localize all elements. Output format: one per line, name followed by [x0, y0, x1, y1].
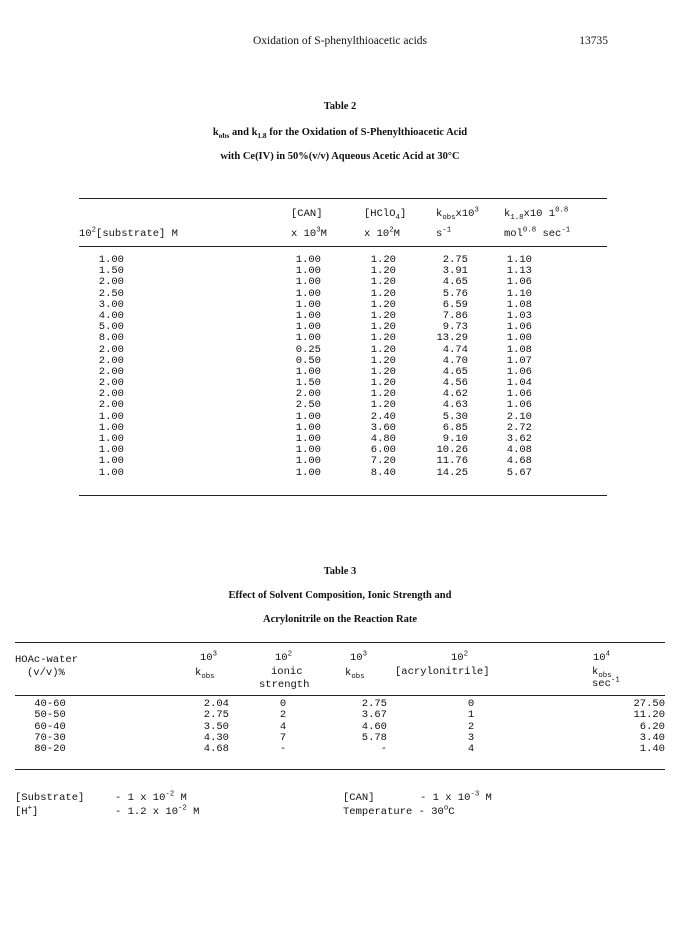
t2-cell-kobs: 2.75 [442, 254, 468, 266]
table2-caption-line2: with Ce(IV) in 50%(v/v) Aqueous Acetic Acid at 30°C [220, 151, 460, 162]
t2-header-kobs-bottom [436, 228, 451, 240]
table2 [79, 198, 607, 498]
caption-line1-rest: for the Oxidation of S-Phenylthioacetic Acid [266, 127, 468, 138]
t3-header-ionic-pow [275, 652, 292, 664]
t3-header-kobs1-pow [200, 652, 217, 664]
t2-header-can-bottom [291, 228, 327, 240]
t2-cell-substrate: 1.00 [98, 410, 124, 423]
footnote-can-unit: M [479, 792, 492, 804]
t3-cell-solvent: 80-20 [34, 743, 66, 756]
t2-cell-k18: 1.08 [506, 298, 532, 311]
t3-cell-kobs_acn: 11.20 [633, 709, 665, 722]
footnote-h-label-rest: ] [32, 806, 39, 818]
t2-cell-substrate: 2.00 [98, 276, 124, 289]
t2-cell-kobs: 4.70 [442, 354, 468, 367]
t2-cell-can: 1.00 [295, 410, 321, 423]
t3-cell-ionic_strength: - [279, 743, 287, 756]
t2-cell-can: 1.00 [295, 455, 321, 468]
t3-col-kobs-acn [605, 699, 665, 755]
t2-kobs-top-sub: obs [442, 214, 456, 223]
t3-cell-acrylonitrile: 0 [467, 698, 475, 710]
t3-header-kobs3-unit [592, 678, 620, 690]
t3-cell-acrylonitrile: 1 [467, 709, 475, 722]
t2-col-k18 [489, 255, 532, 479]
t2-kobs-bottom-text: s [436, 228, 443, 240]
t2-cell-can: 1.00 [295, 254, 321, 266]
t2-cell-hclo4: 2.40 [370, 410, 396, 423]
t2-cell-substrate: 2.00 [98, 399, 124, 412]
t2-cell-can: 1.00 [295, 298, 321, 311]
t2-cell-substrate: 2.00 [98, 377, 124, 390]
t3-kobs3-sub: obs [598, 672, 612, 681]
t2-cell-substrate: 2.00 [98, 365, 124, 378]
t2-cell-hclo4: 1.20 [370, 377, 396, 390]
footnote-temp-unit: C [448, 806, 455, 818]
t2-cell-k18: 1.06 [506, 388, 532, 401]
t2-cell-can: 0.50 [295, 354, 321, 367]
t2-cell-can: 1.00 [295, 421, 321, 434]
t3-header-kobs3 [592, 666, 612, 681]
footnote-h-unit: M [186, 806, 200, 818]
t2-kobs-top-rest: x10 [455, 208, 475, 220]
t2-substrate-sup: 2 [91, 226, 97, 235]
t2-cell-k18: 1.06 [506, 276, 532, 289]
t2-cell-hclo4: 1.20 [370, 399, 396, 412]
footnote-h-value-sup: -2 [178, 804, 187, 813]
t3-header-kobs2-pow [350, 652, 367, 664]
t2-cell-hclo4: 1.20 [370, 254, 396, 266]
t2-cell-k18: 1.06 [506, 365, 532, 378]
t2-cell-kobs: 5.30 [442, 410, 468, 423]
t2-cell-kobs: 6.85 [442, 421, 468, 434]
t3-header-hoac-line1: HOAc-water [15, 654, 79, 666]
t2-k18-bottom-rest: sec [536, 228, 562, 240]
table3-footnotes [15, 788, 665, 828]
t3-cell-solvent: 60-40 [34, 720, 66, 733]
t2-k18-bottom-sup2: -1 [561, 226, 571, 235]
t2-cell-kobs: 9.10 [442, 433, 468, 445]
t2-cell-k18: 1.08 [506, 343, 532, 356]
table2-top-rule [79, 198, 607, 199]
t3-header-kobs2 [345, 667, 365, 682]
t2-cell-can: 1.00 [295, 265, 321, 278]
t3-kobs1-text: k [195, 667, 202, 679]
t2-cell-can: 1.00 [295, 365, 321, 378]
table2-header-rule [79, 246, 607, 247]
t3-col-solvent [25, 699, 75, 755]
footnote-substrate-value-text: - 1 x 10 [115, 792, 166, 804]
t2-cell-substrate: 1.00 [98, 433, 124, 445]
footnote-temp-degree: o [443, 804, 449, 813]
t3-ionic-pow-text: 10 [275, 652, 288, 664]
t3-cell-kobs_solvent: 4.68 [203, 743, 229, 756]
t2-cell-substrate: 1.00 [98, 444, 124, 457]
t3-kobs1-pow-sup: 3 [212, 650, 218, 659]
t3-cell-acrylonitrile: 2 [467, 720, 475, 733]
t2-cell-can: 2.00 [295, 388, 321, 401]
table3-header-rule [15, 695, 665, 696]
t3-cell-kobs_ionic: - [380, 743, 387, 756]
footnote-substrate-label: [Substrate] [15, 792, 85, 804]
t2-cell-k18: 1.07 [506, 354, 532, 367]
t2-cell-substrate: 1.50 [98, 265, 124, 278]
t2-col-hclo4 [354, 255, 396, 479]
t2-k18-top-rest: x10 1 [523, 208, 556, 220]
t2-cell-hclo4: 1.20 [370, 354, 396, 367]
t2-cell-can: 0.25 [295, 343, 321, 356]
t3-kobs3-unit-sup: -1 [610, 676, 620, 685]
caption-k-symbol: k [212, 127, 219, 138]
t2-cell-substrate: 2.00 [98, 343, 124, 356]
t3-cell-ionic_strength: 7 [279, 731, 287, 744]
t2-cell-hclo4: 7.20 [370, 455, 396, 468]
t3-header-ionic-line1: ionic [271, 666, 303, 678]
t3-kobs2-pow-sup: 3 [362, 650, 368, 659]
t2-cell-hclo4: 1.20 [370, 276, 396, 289]
table2-caption-line1 [0, 127, 680, 141]
t3-header-ionic-line2: strength [259, 679, 310, 691]
t2-cell-k18: 2.72 [506, 421, 532, 434]
t2-cell-substrate: 1.00 [98, 421, 124, 434]
t3-ionic-pow-sup: 2 [287, 650, 293, 659]
footnote-temp-value: - 30 [412, 806, 444, 818]
t2-cell-kobs: 4.74 [442, 343, 468, 356]
footnote-can-label: [CAN] [343, 792, 375, 804]
t2-cell-substrate: 1.00 [98, 455, 124, 468]
t3-kobs3-pow-text: 10 [593, 652, 606, 664]
t2-cell-can: 2.50 [295, 399, 321, 412]
t2-cell-can: 1.50 [295, 377, 321, 390]
t2-cell-k18: 1.00 [506, 332, 532, 345]
t3-kobs3-text: k [592, 666, 599, 678]
t2-cell-substrate: 5.00 [98, 321, 124, 334]
footnote-h-label [15, 806, 38, 818]
t2-header-hclo4-top [364, 208, 407, 223]
t3-kobs2-pow-text: 10 [350, 652, 363, 664]
t3-cell-kobs_solvent: 3.50 [203, 720, 229, 733]
t3-kobs1-pow-text: 10 [200, 652, 213, 664]
t2-cell-k18: 1.10 [506, 254, 532, 266]
t2-hclo4-top-rest: ] [399, 208, 407, 220]
t2-cell-can: 1.00 [295, 321, 321, 334]
t3-col-acrylonitrile [461, 699, 481, 755]
t2-cell-substrate: 2.00 [98, 354, 124, 367]
t2-cell-k18: 1.06 [506, 399, 532, 412]
footnote-h-value [115, 806, 199, 818]
footnote-can-value [420, 792, 492, 804]
t2-cell-k18: 1.13 [506, 265, 532, 278]
t2-kobs-top-sup: 3 [474, 206, 479, 215]
t3-kobs3-unit-text: sec [592, 678, 611, 690]
t2-can-bottom-sup: 3 [316, 226, 321, 235]
t2-cell-hclo4: 1.20 [370, 365, 396, 378]
t2-cell-k18: 1.06 [506, 321, 532, 334]
t2-header-k18-bottom [504, 228, 570, 240]
t2-hclo4-top-text: [HClO [364, 208, 396, 220]
table3 [15, 642, 665, 772]
t2-cell-can: 1.00 [295, 433, 321, 445]
t3-cell-acrylonitrile: 4 [467, 743, 475, 756]
t2-k18-top-sup: 0.8 [555, 206, 569, 215]
t2-cell-substrate: 8.00 [98, 332, 124, 345]
t2-cell-substrate: 3.00 [98, 298, 124, 311]
t3-cell-solvent: 40-60 [34, 698, 66, 710]
t3-header-acn-pow [451, 652, 468, 664]
t3-col-kobs-solvent [185, 699, 229, 755]
t2-cell-kobs: 9.73 [442, 321, 468, 334]
t2-cell-hclo4: 6.00 [370, 444, 396, 457]
t3-kobs2-text: k [345, 667, 352, 679]
t2-cell-can: 1.00 [295, 444, 321, 457]
footnote-substrate-value [115, 792, 187, 804]
t2-cell-kobs: 10.26 [436, 444, 468, 457]
t2-kobs-bottom-sup: -1 [442, 226, 452, 235]
t3-kobs2-sub: obs [351, 673, 365, 682]
t2-cell-kobs: 6.59 [442, 298, 468, 311]
t2-k18-bottom-sup: 0.8 [522, 226, 537, 235]
t3-header-acrylonitrile: [acrylonitrile] [395, 666, 490, 678]
footnote-substrate-unit: M [174, 792, 187, 804]
t2-col-substrate [79, 255, 124, 479]
t2-cell-k18: 3.62 [506, 433, 532, 445]
t2-cell-can: 1.00 [295, 466, 321, 479]
t2-cell-hclo4: 8.40 [370, 466, 396, 479]
t2-cell-can: 1.00 [295, 332, 321, 345]
table3-caption-line1: Effect of Solvent Composition, Ionic Strength and [228, 590, 452, 601]
t2-can-bottom-rest: M [320, 228, 327, 240]
t2-cell-hclo4: 4.80 [370, 433, 396, 445]
footnote-temp-label: Temperature [343, 806, 413, 818]
t2-cell-substrate: 1.00 [98, 254, 124, 266]
t2-cell-kobs: 11.76 [436, 455, 468, 468]
t3-cell-kobs_acn: 27.50 [633, 698, 665, 710]
t3-cell-kobs_solvent: 2.75 [203, 709, 229, 722]
t2-cell-substrate: 1.00 [98, 466, 124, 479]
t2-col-kobs [419, 255, 468, 479]
t2-cell-substrate: 4.00 [98, 309, 124, 322]
t2-cell-k18: 4.68 [506, 455, 532, 468]
t2-col-can [279, 255, 321, 479]
table2-bottom-rule [79, 495, 607, 496]
t2-header-substrate [79, 228, 178, 240]
t2-kobs-top-text: k [436, 208, 443, 220]
t2-cell-substrate: 2.00 [98, 388, 124, 401]
footnote-h-value-text: - 1.2 x 10 [115, 806, 179, 818]
t3-cell-solvent: 70-30 [34, 731, 66, 744]
t3-header-kobs3-pow [593, 652, 610, 664]
table3-caption-line2: Acrylonitrile on the Reaction Rate [263, 614, 417, 625]
t2-hclo4-bottom-rest: M [393, 228, 400, 240]
footnote-substrate-sup: -2 [165, 790, 175, 799]
t3-cell-kobs_solvent: 4.30 [203, 731, 229, 744]
footnote-h-label-text: [H [15, 806, 28, 818]
t2-cell-hclo4: 1.20 [370, 287, 396, 300]
t2-cell-kobs: 4.65 [442, 365, 468, 378]
t3-cell-acrylonitrile: 3 [467, 731, 475, 744]
t2-hclo4-sub: 4 [395, 214, 400, 223]
t2-cell-hclo4: 1.20 [370, 265, 396, 278]
t2-cell-hclo4: 1.20 [370, 298, 396, 311]
footnote-h-sup: + [27, 804, 33, 813]
t3-header-kobs1 [195, 667, 215, 682]
t3-cell-kobs_ionic: 2.75 [361, 698, 387, 710]
table3-label: Table 3 [323, 566, 357, 577]
t2-cell-substrate: 2.50 [98, 287, 124, 300]
table3-top-rule [15, 642, 665, 643]
t2-cell-can: 1.00 [295, 287, 321, 300]
t2-cell-kobs: 14.25 [436, 466, 468, 479]
running-head: Oxidation of S-phenylthioacetic acids [252, 35, 428, 47]
t2-cell-kobs: 7.86 [442, 309, 468, 322]
t2-cell-k18: 5.67 [506, 466, 532, 479]
t2-cell-kobs: 4.65 [442, 276, 468, 289]
page-number: 13735 [579, 35, 608, 47]
t2-cell-kobs: 3.91 [442, 265, 468, 278]
t3-cell-ionic_strength: 0 [279, 698, 287, 710]
t3-cell-kobs_ionic: 4.60 [361, 720, 387, 733]
t2-cell-hclo4: 1.20 [370, 332, 396, 345]
t3-cell-kobs_acn: 1.40 [639, 743, 665, 756]
t3-cell-solvent: 50-50 [34, 709, 66, 722]
t2-cell-kobs: 4.63 [442, 399, 468, 412]
t3-col-ionic-strength [273, 699, 293, 755]
t2-hclo4-bottom-sup: 2 [389, 226, 394, 235]
t2-k18-top-text: k [504, 208, 511, 220]
t3-col-kobs-ionic [343, 699, 387, 755]
table3-bottom-rule [15, 769, 665, 770]
caption-and: and k [229, 127, 258, 138]
t2-cell-hclo4: 1.20 [370, 343, 396, 356]
t2-cell-kobs: 4.56 [442, 377, 468, 390]
caption-k18-subscript: 1.8 [257, 131, 267, 141]
t2-cell-k18: 1.03 [506, 309, 532, 322]
t3-header-hoac-line2: (v/v)% [27, 667, 65, 679]
t2-cell-k18: 1.04 [506, 377, 532, 390]
t2-k18-top-sub: 1.8 [510, 214, 524, 223]
t3-cell-ionic_strength: 4 [279, 720, 287, 733]
footnote-temperature [343, 806, 455, 818]
t2-substrate-text: 10 [79, 228, 92, 240]
t3-cell-kobs_solvent: 2.04 [203, 698, 229, 710]
t2-cell-k18: 2.10 [506, 410, 532, 423]
t2-cell-k18: 1.10 [506, 287, 532, 300]
t3-cell-kobs_acn: 6.20 [639, 720, 665, 733]
t2-can-bottom-text: x 10 [291, 228, 317, 240]
t3-acn-pow-sup: 2 [463, 650, 469, 659]
t2-substrate-rest: [substrate] M [96, 228, 178, 240]
t2-header-hclo4-bottom [364, 228, 400, 240]
t3-cell-ionic_strength: 2 [279, 709, 287, 722]
t2-cell-kobs: 5.76 [442, 287, 468, 300]
caption-k-obs-subscript: obs [218, 131, 230, 141]
t2-cell-kobs: 13.29 [436, 332, 468, 345]
t2-cell-can: 1.00 [295, 309, 321, 322]
table2-label: Table 2 [323, 101, 357, 112]
t2-k18-bottom-text: mol [504, 228, 523, 240]
t3-cell-kobs_acn: 3.40 [639, 731, 665, 744]
t3-cell-kobs_ionic: 3.67 [361, 709, 387, 722]
t2-cell-can: 1.00 [295, 276, 321, 289]
t2-cell-hclo4: 1.20 [370, 388, 396, 401]
t2-cell-kobs: 4.62 [442, 388, 468, 401]
footnote-can-sup: -3 [470, 790, 480, 799]
footnote-can-value-text: - 1 x 10 [420, 792, 471, 804]
t2-cell-hclo4: 1.20 [370, 309, 396, 322]
t3-kobs1-sub: obs [201, 673, 215, 682]
t3-kobs3-pow-sup: 4 [605, 650, 611, 659]
t2-cell-hclo4: 3.60 [370, 421, 396, 434]
t3-cell-kobs_ionic: 5.78 [361, 731, 387, 744]
t2-header-kobs-top [436, 206, 479, 223]
t2-header-k18-top [504, 206, 569, 223]
t2-hclo4-bottom-text: x 10 [364, 228, 390, 240]
t2-cell-hclo4: 1.20 [370, 321, 396, 334]
t3-acn-pow-text: 10 [451, 652, 464, 664]
t2-header-can-top: [CAN] [291, 208, 323, 220]
t2-cell-k18: 4.08 [506, 444, 532, 457]
